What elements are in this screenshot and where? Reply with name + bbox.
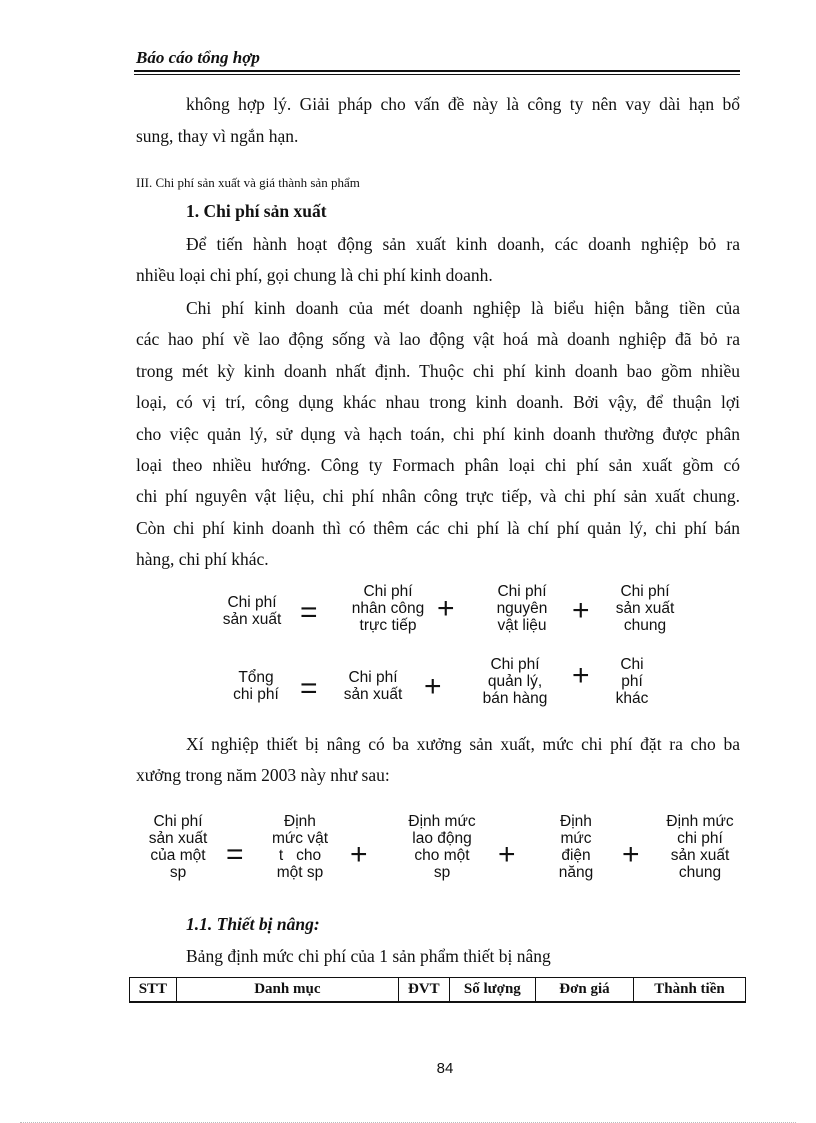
formula1-term: Chi phí sản xuất chung bbox=[615, 583, 675, 634]
formula3-term: Định mức điện năng bbox=[558, 813, 594, 881]
paragraph-line: Xí nghiệp thiết bị nâng có ba xưởng sản xuất, mức chi phí đặt ra cho ba bbox=[186, 734, 740, 754]
equals-sign: = bbox=[226, 838, 244, 871]
header-rule-thin bbox=[134, 74, 740, 75]
plus-sign: + bbox=[350, 838, 368, 871]
paragraph-line: hàng, chi phí khác. bbox=[136, 549, 269, 569]
formula1-term: Chi phí nguyên vật liệu bbox=[496, 583, 548, 634]
formula3-term: Định mức vật t cho một sp bbox=[271, 813, 329, 881]
formula2-lhs: Tổng chi phí bbox=[233, 669, 279, 703]
paragraph-line: Để tiến hành hoạt động sản xuất kinh doanh, các doanh nghiệp bỏ ra bbox=[186, 234, 740, 254]
equals-sign: = bbox=[300, 672, 318, 705]
subsection-title: 1.1. Thiết bị nâng: bbox=[186, 914, 320, 934]
paragraph-line: cho việc quản lý, sử dụng và hạch toán, chi phí kinh doanh thường được phân bbox=[136, 424, 740, 444]
table-header-row bbox=[130, 978, 746, 1003]
paragraph-line: loại, có vị trí, công dụng khác nhau trong kinh doanh. Bởi vậy, để thuận lợi bbox=[136, 392, 740, 412]
paragraph-line: chi phí nguyên vật liệu, chi phí nhân công trực tiếp, và chi phí sản xuất chung. bbox=[136, 486, 740, 506]
paragraph-line: loại theo nhiều hướng. Công ty Formach phân loại chi phí sản xuất gồm có bbox=[136, 455, 740, 475]
plus-sign: + bbox=[424, 670, 442, 703]
formula1-lhs: Chi phí sản xuất bbox=[222, 594, 282, 628]
table-header-cell: Danh mục bbox=[176, 978, 398, 1003]
paragraph-line: Còn chi phí kinh doanh thì có thêm các chi phí là chí phí quản lý, chi phí bán bbox=[136, 518, 740, 538]
page-number: 84 bbox=[436, 1060, 454, 1077]
equals-sign: = bbox=[300, 596, 318, 629]
intro-line-2: sung, thay vì ngắn hạn. bbox=[136, 126, 299, 146]
table-caption: Bảng định mức chi phí của 1 sản phẩm thiết bị nâng bbox=[186, 946, 551, 966]
formula1-term: Chi phí nhân công trực tiếp bbox=[351, 583, 425, 634]
plus-sign: + bbox=[572, 594, 590, 627]
formula2-term: Chi phí sản xuất bbox=[343, 669, 403, 703]
paragraph-line: Chi phí kinh doanh của mét doanh nghiệp là biểu hiện bằng tiền của bbox=[186, 298, 740, 318]
formula2-term: Chi phí khác bbox=[615, 656, 649, 707]
intro-line-1: không hợp lý. Giải pháp cho vấn đề này là công ty nên vay dài hạn bổ bbox=[186, 94, 740, 114]
table-header-cell: Số lượng bbox=[449, 978, 535, 1003]
formula3-term: Định mức chi phí sản xuất chung bbox=[666, 813, 734, 881]
formula3-lhs: Chi phí sản xuất của một sp bbox=[148, 813, 208, 881]
plus-sign: + bbox=[572, 659, 590, 692]
formula2-term: Chi phí quản lý, bán hàng bbox=[482, 656, 548, 707]
section-heading: III. Chi phí sản xuất và giá thành sản phẩm bbox=[136, 175, 360, 190]
paragraph-line: nhiều loại chi phí, gọi chung là chi phí kinh doanh. bbox=[136, 265, 493, 285]
paragraph-line: các hao phí về lao động sống và lao động vật hoá mà doanh nghiệp đã bỏ ra bbox=[136, 329, 740, 349]
subsection-title: 1. Chi phí sản xuất bbox=[186, 201, 327, 221]
table-header-cell: ĐVT bbox=[398, 978, 449, 1003]
header-rule bbox=[134, 70, 740, 72]
paragraph-line: trong mét kỳ kinh doanh nhất định. Thuộc chi phí kinh doanh bao gồm nhiều bbox=[136, 361, 740, 381]
paragraph-line: xưởng trong năm 2003 này như sau: bbox=[136, 765, 390, 785]
formula3-term: Định mức lao động cho một sp bbox=[408, 813, 476, 881]
table-header-cell: Đơn giá bbox=[535, 978, 633, 1003]
table-header-cell: Thành tiền bbox=[633, 978, 745, 1003]
plus-sign: + bbox=[498, 838, 516, 871]
document-header-title: Báo cáo tổng hợp bbox=[136, 48, 260, 67]
plus-sign: + bbox=[437, 592, 455, 625]
table-header-cell: STT bbox=[130, 978, 177, 1003]
cost-norm-table bbox=[129, 977, 746, 1003]
plus-sign: + bbox=[622, 838, 640, 871]
